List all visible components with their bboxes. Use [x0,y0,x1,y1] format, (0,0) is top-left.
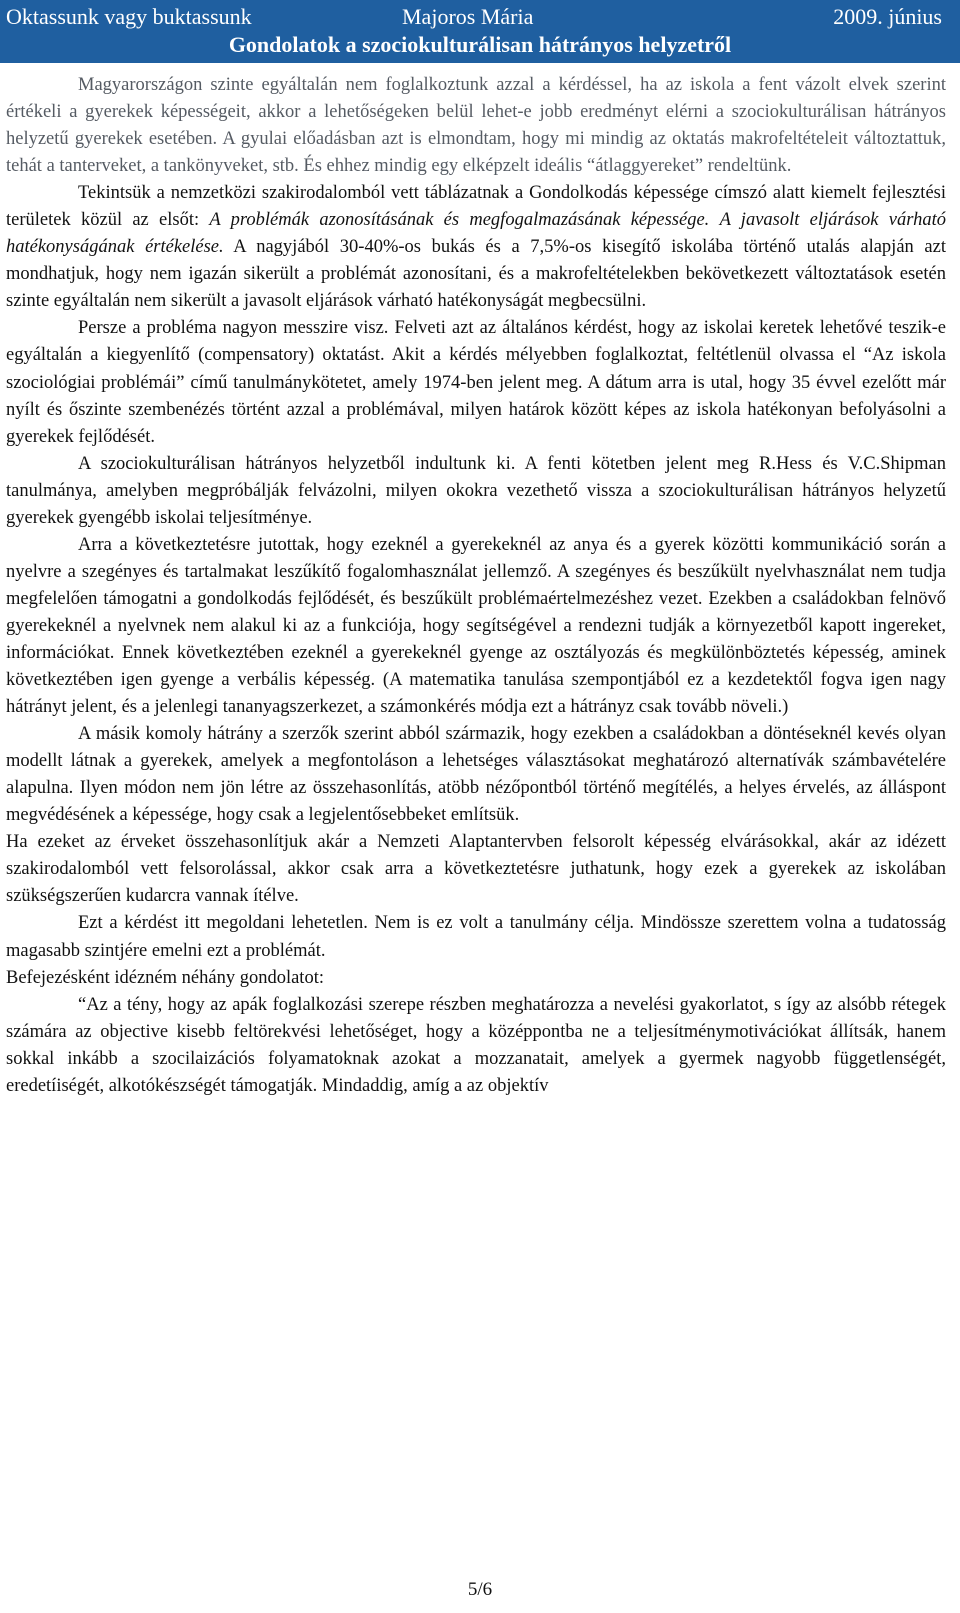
paragraph-compensatory-education: Persze a probléma nagyon messzire visz. Felveti azt az általános kérdést, hogy az iskolai keretek lehetővé teszik-e egyáltalán a kiegyenlítő (compensatory) oktatást. Akit a kérdés mélyebben foglalkoztat, feltétlenül olvassa el “Az iskola szociológiai problémái” című tanulmánykötetet, amely 1974-ben jelent meg. A dátum arra is utal, hogy 35 évvel ezelőtt már nyílt és őszinte szembenézés történt azzal a problémával, milyen határok között képes az iskola hatékonyan befolyásolni a gyerekek fejlődését. [6,318,946,447]
header-author: Majoros Mária [402,4,534,29]
paragraph-skills-table [6,180,946,315]
header-row [6,2,942,32]
paragraph-curriculum-comparison: Ha ezeket az érveket összehasonlítjuk akár a Nemzeti Alaptantervben felsorolt képesség elvárásokkal, akár az idézett szakirodalomból vett felsorolással, akkor csak arra a következtetésre juthatunk, hogy ezek a gyerekek az iskolában szükségszerűen kudarcra vannak ítélve. [6,832,946,907]
paragraph-communication: Arra a következtetésre jutottak, hogy ezeknél a gyerekeknél az anya és a gyerek közötti kommunikáció során a nyelvre a szegényes és tartalmakat leszűkítő fogalomhasználat jellemző. A szegényes és beszűkült nyelvhasználat nem tudja megfelelően támogatni a gondolkodás fejlődését, és beszűkült problémaértelmezéshez vezet. Ezekben a családokban felnövő gyerekeknél a nyelvnek nem alakul ki az a funkciója, hogy segítségével a rendezni tudják a környezetből kapott ingereket, információkat. Ennek következtében ezeknél a gyerekeknél gyenge az osztályozás és megkülönböztetés képesség, aminek következtében igen gyenge a verbális képesség. (A matematika tanulása szempontjából ez a kezdetektől fogva igen nagy hátrányt jelent, és a jelenlegi tananyagszerkezet, a számonkérés módja ezt a hátrányz csak tovább növeli.) [6,534,946,718]
emphasis-evaluation: A javasolt eljárások várható hatékonyságának értékelése. [6,210,946,258]
text-gap [709,210,719,230]
header-title: Oktassunk vagy buktassunk [6,4,252,29]
header-subtitle: Gondolatok a szociokulturálisan hátrányos helyzetről [228,32,732,57]
paragraph-text: Tekintsük a nemzetközi szakirodalomból vett táblázatnak a Gondolkodás képessége címszó alatt kiemelt fejlesztési területek közül az elsőt: [6,183,946,231]
header-date: 2009. június [833,4,942,29]
paragraph-hess-shipman: A szociokulturálisan hátrányos helyzetből indultunk ki. A fenti kötetben jelent meg R.Hess és V.C.Shipman tanulmánya, amelyben megpróbálják felvázolni, milyen okokra vezethető vissza a szociokulturálisan hátrányos helyzetű gyerekek gyengébb iskolai teljesítménye. [6,453,946,528]
paragraph-decision-models: A másik komoly hátrány a szerzők szerint abból származik, hogy ezekben a családokban a döntéseknél kevés olyan modellt látnak a gyerekek, amelyek a megfontoláson a lehetséges választásokat meghatározó alternatívák számbavételére alapulna. Ilyen módon nem jön létre az összehasonlítás, atöbb nézőpontból történő megítélés, a helyes érvelés, az álláspont megvédésének a képessége, hogy csak a legjelentősebbeket említsük. [6,724,946,826]
page-header [0,0,960,63]
emphasis-problem-identification: A problémák azonosításának és megfogalmazásának képessége. [209,210,710,231]
paragraph-quotation: “Az a tény, hogy az apák foglalkozási szerepe részben meghatározza a nevelési gyakorlatot, s így az alsóbb rétegek számára az objective kisebb feltörekvési lehetőséget, hogy a középpontba ne a teljesítménymotivációkat állítsák, hanem sokkal inkább a szocilaizációs folyamatoknak azokat a mozzanatait, amelyek a gyermek nagyobb függetlenségét, eredetíiségét, alkotókészségét támogatják. Mindaddig, amíg a az objektív [6,994,946,1096]
paragraph-closing-intro: Befejezésként idézném néhány gondolatot: [6,967,324,988]
page-number: 5/6 [467,1579,493,1600]
paragraph-intro: Magyarországon szinte egyáltalán nem foglalkoztunk azzal a kérdéssel, ha az iskola a fent vázolt elvek szerint értékeli a gyerekek képességeit, akkor a lehetőségeken belül lehet-e jobb eredményt elérni a szociokulturálisan hátrányos helyzetű gyerekek esetében. A gyulai előadásban azt is elmondtam, hogy mi mindig az oktatás makrofeltételeit változtattuk, tehát a tanterveket, a tankönyveket, stb. És ehhez mindig egy elképzelt ideális “átlaggyereket” rendeltünk. [6,75,946,177]
document-body [6,72,946,1100]
paragraph-conclusion: Ezt a kérdést itt megoldani lehetetlen. Nem is ez volt a tanulmány célja. Mindössze szerettem volna a tudatosság magasabb szintjére emelni ezt a problémát. [6,913,946,961]
paragraph-text: A nagyjából 30-40%-os bukás és a 7,5%-os kisegítő iskolába történő utalás alapján azt mondhatjuk, hogy nem igazán sikerült a problémát azonosítani, és a makrofeltételekben bekövetkezett változtatások esetén szinte egyáltalán nem sikerült a javasolt eljárások várható hatékonyságát megbecsülni. [6,237,946,312]
